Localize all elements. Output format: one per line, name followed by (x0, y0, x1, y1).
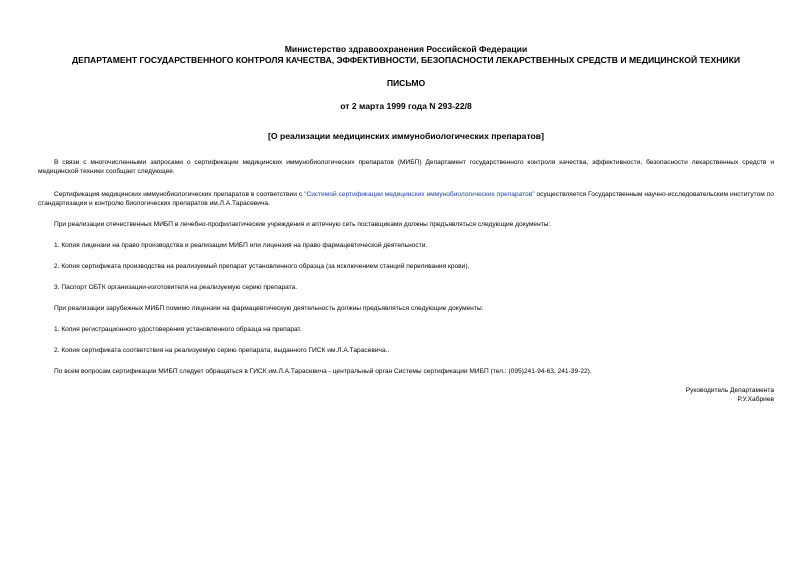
paragraph-certification (38, 190, 774, 208)
list-item-domestic-3: 3. Паспорт ОБТК организации-изготовителя на реализуемую серию препарата. (54, 284, 298, 291)
ministry-name: Министерство здравоохранения Российской Федерации (284, 44, 528, 54)
signatory-title: Руководитель Департамента (685, 387, 774, 394)
list-item-domestic-1: 1. Копия лицензии на право производства и реализации МИБП или лицензия на право фармацевтической деятельности. (54, 242, 428, 249)
paragraph-text: осуществляется Государственным научно-исследовательским институтом по стандартизации и контролю биологических препаратов им.Л.А.Тарасевича. (38, 191, 774, 207)
list-item-domestic-2: 2. Копия сертификата производства на реализуемый препарат установленного образца (за исключением станций переливания крови). (54, 263, 470, 270)
document-page (38, 44, 774, 406)
document-type: ПИСЬМО (386, 78, 426, 88)
signature (686, 386, 774, 404)
document-body (38, 158, 774, 406)
paragraph-intro: В связи с многочисленными запросами о сертификации медицинских иммунобиологических препаратов (МИБП) Департамент государственного контроля качества, эффективности, безопасности лекарственных средств и медицинской техники сообщает следующее. (38, 159, 774, 175)
document-header (38, 44, 774, 142)
list-item-foreign-1: 1. Копия регистрационного удостоверения установленного образца на препарат. (54, 326, 302, 333)
document-subject: [О реализации медицинских иммунобиологических препаратов] (268, 131, 544, 141)
signature-block (38, 386, 774, 406)
paragraph-foreign-requirements: При реализации зарубежных МИБП помимо лицензии на фармацевтическую деятельность должны предъявляться следующие документы: (54, 305, 484, 312)
department-name: ДЕПАРТАМЕНТ ГОСУДАРСТВЕННОГО КОНТРОЛЯ КАЧЕСТВА, ЭФФЕКТИВНОСТИ, БЕЗОПАСНОСТИ ЛЕКАРСТВЕННЫХ СРЕДСТВ И МЕДИЦИНСКОЙ ТЕХНИКИ (71, 55, 741, 65)
paragraph-domestic-requirements: При реализации отечественных МИБП в лечебно-профилактические учреждения и аптечную сеть поставщиками должны предъявляться следующие документы: (54, 221, 551, 228)
certification-system-link[interactable]: "Системой сертификации медицинских иммунобиологических препаратов" (304, 191, 535, 198)
document-date-number: от 2 марта 1999 года N 293-22/8 (340, 101, 472, 111)
signatory-name: Р.У.Хабриев (737, 396, 774, 403)
paragraph-contacts: По всем вопросам сертификации МИБП следует обращаться в ГИСК им.Л.А.Тарасевича - центральный орган Системы сертификации МИБП (тел.: (095)241-94-63, 241-39-22). (54, 368, 592, 375)
list-item-foreign-2: 2. Копия сертификата соответствия на реализуемую серию препарата, выданного ГИСК им.Л.А.Тарасевича.. (54, 347, 390, 354)
paragraph-text: Сертификация медицинских иммунобиологических препаратов в соответствии с (54, 191, 305, 198)
